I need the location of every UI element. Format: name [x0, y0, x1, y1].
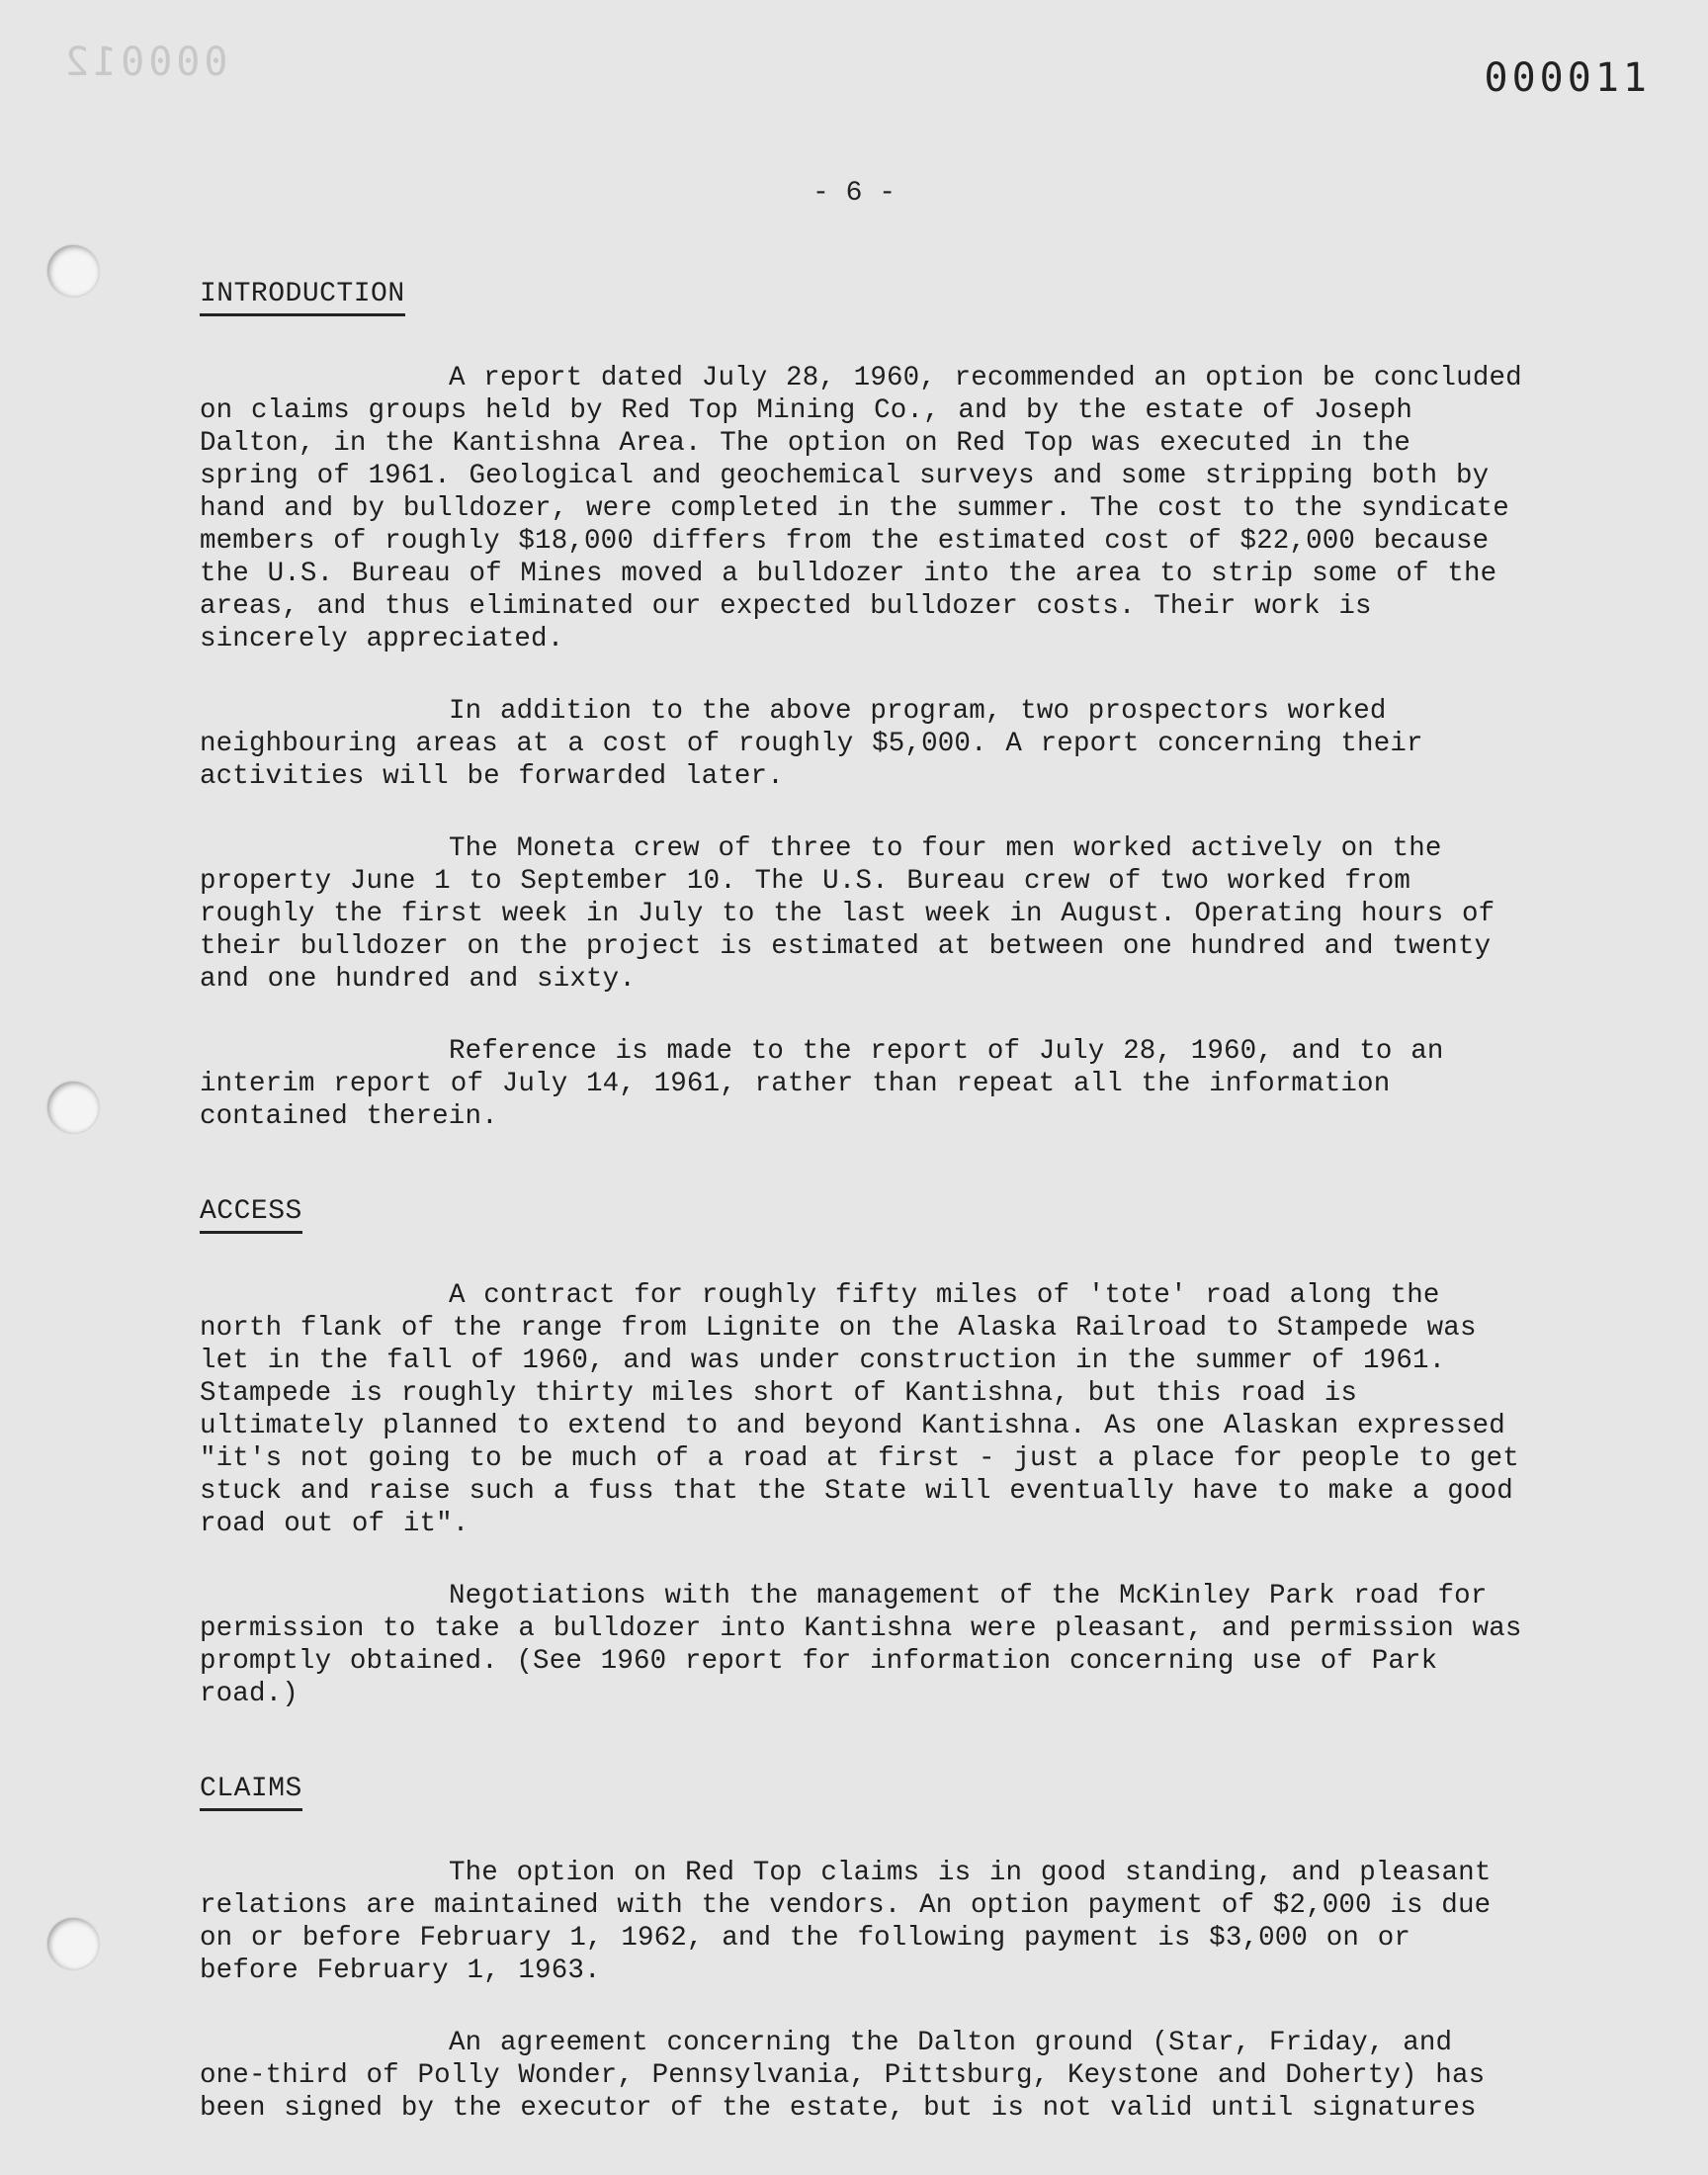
- paragraph: The option on Red Top claims is in good standing, and pleasant relations are maintained with the vendors. An option payment of $2,000 is due on or before February 1, 1962, and the following payment is $3,000 on or before February 1, 1963.: [200, 1858, 1492, 1986]
- section-heading: INTRODUCTION: [200, 279, 405, 316]
- document-stamp-number: 000011: [1484, 55, 1651, 101]
- paragraph: Reference is made to the report of July 28, 1960, and to an interim report of July 14, 1961, rather than repeat all the information contained therein.: [200, 1036, 1444, 1132]
- paragraph: The Moneta crew of three to four men worked actively on the property June 1 to September 10. The U.S. Bureau crew of two worked from roughly the first week in July to the last week in August. Operating hours of their bulldozer on the project is estimated at between one hundred and twenty and one hundred and sixty.: [200, 833, 1495, 995]
- binder-hole-top: [47, 245, 99, 297]
- paragraph: In addition to the above program, two prospectors worked neighbouring areas at a cost of roughly $5,000. A report concerning their activities will be forwarded later.: [200, 696, 1423, 792]
- document-body: [200, 279, 1524, 2175]
- page-number: - 6 -: [811, 178, 896, 209]
- paragraph: Negotiations with the management of the McKinley Park road for permission to take a bulldozer into Kantishna were pleasant, and permission was promptly obtained. (See 1960 report for information concerning use of Park road.): [200, 1581, 1522, 1709]
- section-claims: [200, 1774, 1524, 2125]
- paragraph: A contract for roughly fifty miles of 'tote' road along the north flank of the range from Lignite on the Alaska Railroad to Stampede was let in the fall of 1960, and was under construction in the summer of 1961. Stampede is roughly thirty miles short of Kantishna, but this road is ultimately planned to extend to and beyond Kantishna. As one Alaskan expressed "it's not going to be much of a road at first - just a place for people to get stuck and raise such a fuss that the State will eventually have to make a good road out of it".: [200, 1280, 1519, 1539]
- paragraph: An agreement concerning the Dalton ground (Star, Friday, and one-third of Polly Wonder, Pennsylvania, Pittsburg, Keystone and Doherty) has been signed by the executor of the estate, but is not valid until signatures: [200, 2028, 1486, 2124]
- bleed-through-stamp: 000012: [61, 40, 228, 85]
- section-introduction: [200, 279, 1524, 1133]
- section-access: [200, 1196, 1524, 1710]
- section-heading: CLAIMS: [200, 1774, 302, 1811]
- binder-hole-middle: [47, 1082, 99, 1133]
- section-heading: ACCESS: [200, 1196, 302, 1234]
- paragraph: A report dated July 28, 1960, recommended an option be concluded on claims groups held by Red Top Mining Co., and by the estate of Joseph Dalton, in the Kantishna Area. The option on Red Top was executed in the spring of 1961. Geological and geochemical surveys and some stripping both by hand and by bulldozer, were completed in the summer. The cost to the syndicate members of roughly $18,000 differs from the estimated cost of $22,000 because the U.S. Bureau of Mines moved a bulldozer into the area to strip some of the areas, and thus eliminated our expected bulldozer costs. Their work is sincerely appreciated.: [200, 363, 1522, 654]
- binder-hole-bottom: [47, 1918, 99, 1969]
